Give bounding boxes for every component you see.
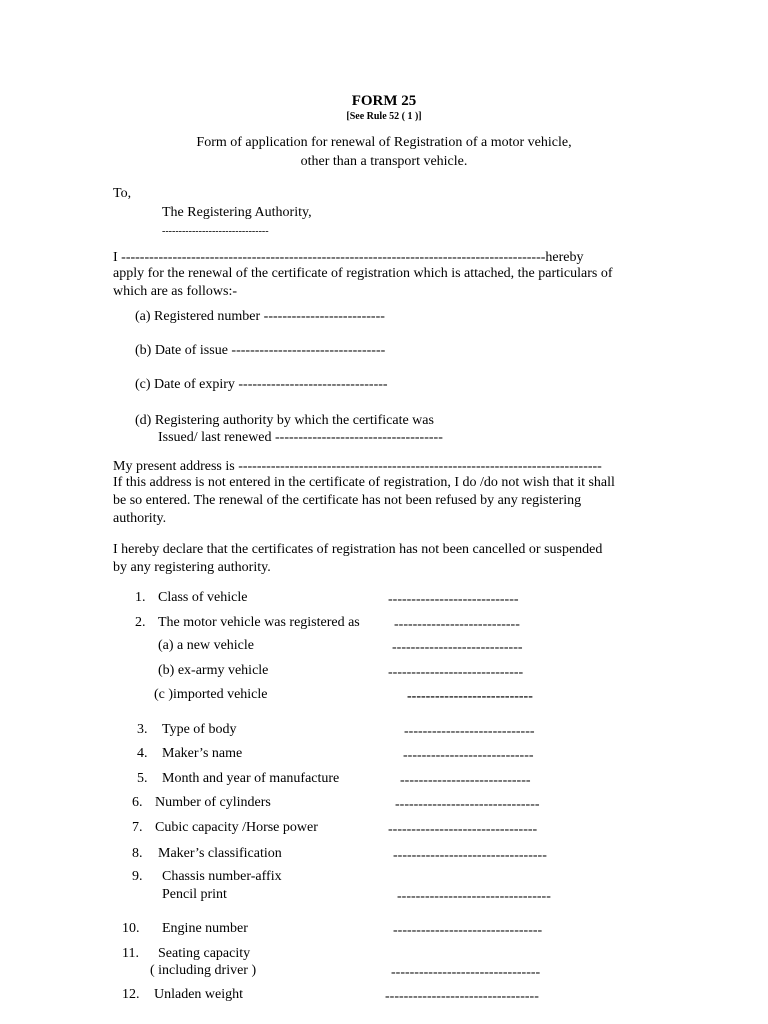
item-blank: -------------------------------- [393,923,543,938]
item-number: 10. [122,921,140,936]
item-blank: ---------------------------- [403,748,534,763]
item-number: 8. [132,846,143,861]
intro-line2: apply for the renewal of the certificate of registration which is attached, the particulars of [113,266,613,281]
item-registered-as: The motor vehicle was registered as [158,615,360,630]
item-number: 4. [137,746,148,761]
item-blank: --------------------------------- [393,848,547,863]
item-ex-army-vehicle: (b) ex-army vehicle [158,663,269,678]
item-including-driver: ( including driver ) [150,963,257,978]
present-address-line: My present address is ------------------------------------------------------------------------------ [113,459,602,474]
item-blank: ---------------------------- [388,592,519,607]
rule-reference: [See Rule 52 ( 1 )] [346,111,422,122]
item-type-of-body: Type of body [162,722,237,737]
item-blank: ---------------------------- [404,724,535,739]
item-unladen-weight: Unladen weight [154,987,244,1002]
to-label: To, [113,186,132,201]
item-blank: --------------------------- [407,689,533,704]
item-number: 12. [122,987,140,1002]
item-number-of-cylinders: Number of cylinders [155,795,271,810]
item-cubic-capacity: Cubic capacity /Horse power [155,820,318,835]
item-makers-name: Maker’s name [162,746,243,761]
item-chassis-number: Chassis number-affix [162,869,282,884]
item-class-of-vehicle: Class of vehicle [158,590,248,605]
authority-blank: -------------------------------- [162,226,269,237]
item-pencil-print: Pencil print [162,887,227,902]
form-subtitle-line2: other than a transport vehicle. [300,154,468,169]
item-number: 7. [132,820,143,835]
particular-registered-number: (a) Registered number -------------------------- [135,309,385,324]
item-number: 3. [137,722,148,737]
particular-date-of-issue: (b) Date of issue --------------------------------- [135,343,386,358]
item-engine-number: Engine number [162,921,248,936]
item-blank: ------------------------------- [395,797,540,812]
item-number: 6. [132,795,143,810]
item-blank: -------------------------------- [391,965,541,980]
declaration-line1: I hereby declare that the certificates of registration has not been cancelled or suspended [113,542,603,557]
item-blank: --------------------------- [394,617,520,632]
declaration-line2: by any registering authority. [113,560,271,575]
item-number: 9. [132,869,143,884]
particular-date-of-expiry: (c) Date of expiry -------------------------------- [135,377,388,392]
item-number: 11. [122,946,139,961]
address-para-line4: authority. [113,511,167,526]
item-imported-vehicle: (c )imported vehicle [154,687,268,702]
item-new-vehicle: (a) a new vehicle [158,638,254,653]
form-title: FORM 25 [351,93,417,109]
item-blank: ----------------------------- [388,665,524,680]
item-blank: ---------------------------- [400,773,531,788]
item-blank: -------------------------------- [388,822,538,837]
intro-line3: which are as follows:- [113,284,238,299]
item-seating-capacity: Seating capacity [158,946,251,961]
item-month-year-manufacture: Month and year of manufacture [162,771,340,786]
particular-last-renewed: Issued/ last renewed ------------------------------------ [158,430,443,445]
form-subtitle-line1: Form of application for renewal of Registration of a motor vehicle, [196,135,572,150]
authority-label: The Registering Authority, [162,205,312,220]
item-blank: ---------------------------- [392,640,523,655]
particular-registering-authority: (d) Registering authority by which the certificate was [135,413,434,428]
item-number: 5. [137,771,148,786]
applicant-name-line: I -------------------------------------------------------------------------------------------hereby [113,250,584,265]
item-makers-classification: Maker’s classification [158,846,282,861]
item-blank: --------------------------------- [397,889,551,904]
item-number: 1. [135,590,146,605]
item-number: 2. [135,615,146,630]
address-para-line2: If this address is not entered in the certificate of registration, I do /do not wish that it shall [113,475,615,490]
item-blank: --------------------------------- [385,989,539,1004]
address-para-line3: be so entered. The renewal of the certificate has not been refused by any registering [113,493,582,508]
